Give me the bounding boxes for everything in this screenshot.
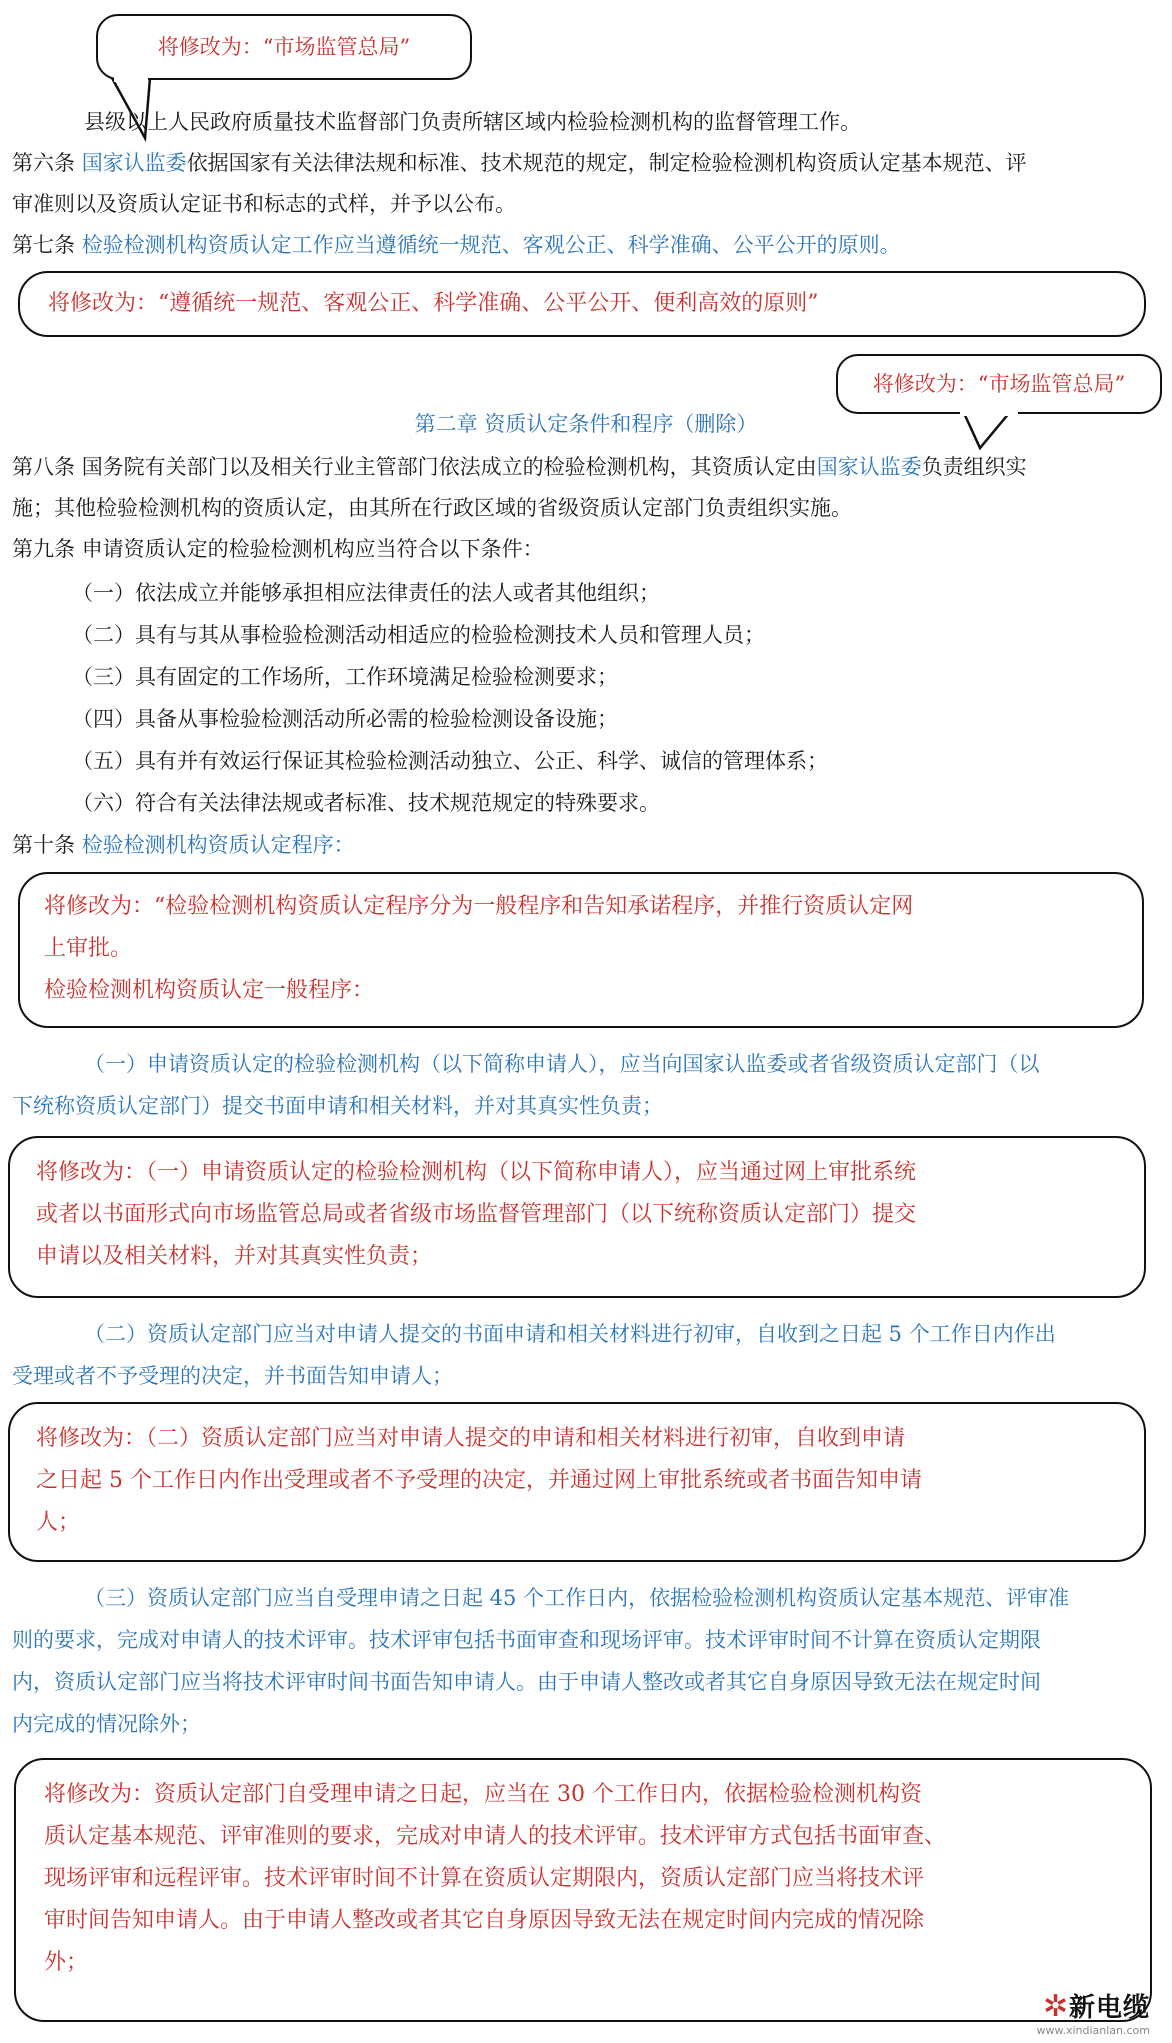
procedure-2: （二）资质认定部门应当对申请人提交的书面申请和相关材料进行初审，自收到之日起 5 个工作日内作出: [84, 1322, 1056, 1346]
logo-url: www.xindianlan.com: [1036, 2024, 1150, 2037]
revision-box-4-line: 之日起 5 个工作日内作出受理或者不予受理的决定，并通过网上审批系统或者书面告知申请: [36, 1468, 922, 1493]
article-9-label: 第九条: [12, 537, 75, 561]
logo-icon: ✲: [1042, 1989, 1069, 2024]
logo-name: 新电缆: [1068, 1993, 1150, 2023]
revision-box-1-text: 将修改为：“遵循统一规范、客观公正、科学准确、公平公开、便利高效的原则”: [48, 291, 819, 316]
callout-top-text: 将修改为：“市场监管总局”: [157, 35, 411, 59]
article-10-text: 检验检测机构资质认定程序：: [81, 833, 355, 857]
article-7-text: 检验检测机构资质认定工作应当遵循统一规范、客观公正、科学准确、公平公开的原则。: [81, 233, 901, 257]
callout-top-joint: [114, 74, 148, 82]
revision-box-3-line: 申请以及相关材料，并对其真实性负责；: [36, 1244, 433, 1269]
revision-box-5-line: 将修改为：资质认定部门自受理申请之日起，应当在 30 个工作日内，依据检验检测机构资: [44, 1782, 922, 1807]
site-watermark-logo: [1036, 1987, 1150, 2037]
revision-box-5-line: 现场评审和远程评审。技术评审时间不计算在资质认定期限内，资质认定部门应当将技术评: [44, 1866, 925, 1891]
article-6: [12, 143, 1160, 183]
article-6-label: 第六条: [12, 151, 75, 175]
procedure-2-cont: 受理或者不予受理的决定，并书面告知申请人；: [12, 1364, 453, 1388]
procedure-3-cont: 则的要求，完成对申请人的技术评审。技术评审包括书面审查和现场评审。技术评审时间不计算在资质认定期限: [12, 1628, 1041, 1652]
article-8: [12, 447, 1160, 487]
logo-mark: [1036, 1987, 1150, 2024]
revision-box-5: [14, 1758, 1152, 2022]
article-10-label: 第十条: [12, 833, 75, 857]
article-9: [12, 529, 1160, 569]
article-9-text: 申请资质认定的检验检测机构应当符合以下条件：: [81, 537, 544, 561]
revision-box-4-line: 将修改为：（二）资质认定部门应当对申请人提交的申请和相关材料进行初审，自收到申请: [36, 1426, 906, 1451]
revision-box-1: [18, 271, 1146, 337]
revision-box-5-line: 外；: [44, 1950, 89, 1975]
condition-item: （六）符合有关法律法规或者标准、技术规范规定的特殊要求。: [72, 791, 660, 815]
article-6-cont: 审准则以及资质认定证书和标志的式样，并予以公布。: [12, 192, 516, 216]
procedure-3-cont: 内完成的情况除外；: [12, 1712, 201, 1736]
procedure-1: （一）申请资质认定的检验检测机构（以下简称申请人），应当向国家认监委或者省级资质认定部门（以: [84, 1052, 1040, 1076]
callout-right-text: 将修改为：“市场监管总局”: [872, 372, 1126, 396]
article-8-label: 第八条: [12, 455, 75, 479]
article-8-cont: 施；其他检验检测机构的资质认定，由其所在行政区域的省级资质认定部门负责组织实施。: [12, 496, 852, 520]
chapter-2-title: 第二章 资质认定条件和程序（删除）: [414, 412, 758, 436]
revision-box-4-line: 人；: [36, 1510, 81, 1535]
procedure-1-cont: 下统称资质认定部门）提交书面申请和相关材料，并对其真实性负责；: [12, 1094, 663, 1118]
condition-item: （一）依法成立并能够承担相应法律责任的法人或者其他组织；: [72, 581, 660, 605]
article-8-text-2: 负责组织实: [921, 455, 1027, 479]
revision-box-5-line: 审时间告知申请人。由于申请人整改或者其它自身原因导致无法在规定时间内完成的情况除: [44, 1908, 925, 1933]
revision-box-2: [18, 872, 1144, 1028]
procedure-3-cont: 内，资质认定部门应当将技术评审时间书面告知申请人。由于申请人整改或者其它自身原因导致无法在规定时间: [12, 1670, 1041, 1694]
article-8-highlight: 国家认监委: [816, 455, 922, 479]
procedure-3: （三）资质认定部门应当自受理申请之日起 45 个工作日内，依据检验检测机构资质认定基本规范、评审准: [84, 1586, 1070, 1610]
article-6-text-1: 依据国家有关法律法规和标准、技术规范的规定，制定检验检测机构资质认定基本规范、评: [186, 151, 1027, 175]
condition-item: （五）具有并有效运行保证其检验检测活动独立、公正、科学、诚信的管理体系；: [72, 749, 828, 773]
para-county: 县级以上人民政府质量技术监督部门负责所辖区域内检验检测机构的监督管理工作。: [84, 110, 861, 134]
revision-box-2-line: 上审批。: [44, 936, 133, 961]
article-8-text-1: 国务院有关部门以及相关行业主管部门依法成立的检验检测机构，其资质认定由: [81, 455, 817, 479]
article-7-label: 第七条: [12, 233, 75, 257]
article-7: [12, 225, 1160, 265]
revision-box-2-line: 检验检测机构资质认定一般程序：: [44, 978, 375, 1003]
condition-item: （二）具有与其从事检验检测活动相适应的检验检测技术人员和管理人员；: [72, 623, 765, 647]
revision-box-5-line: 质认定基本规范、评审准则的要求，完成对申请人的技术评审。技术评审方式包括书面审查、: [44, 1824, 947, 1849]
revision-box-4: [8, 1402, 1146, 1562]
callout-top: [96, 14, 472, 80]
revision-box-3-line: 将修改为：（一）申请资质认定的检验检测机构（以下简称申请人），应当通过网上审批系统: [36, 1160, 917, 1185]
revision-box-3-line: 或者以书面形式向市场监管总局或者省级市场监督管理部门（以下统称资质认定部门）提交: [36, 1202, 917, 1227]
condition-item: （四）具备从事检验检测活动所必需的检验检测设备设施；: [72, 707, 618, 731]
revision-box-2-line: 将修改为：“检验检测机构资质认定程序分为一般程序和告知承诺程序，并推行资质认定网: [44, 894, 914, 919]
condition-item: （三）具有固定的工作场所，工作环境满足检验检测要求；: [72, 665, 618, 689]
article-10: [12, 825, 1160, 865]
article-6-highlight: 国家认监委: [81, 151, 187, 175]
revision-box-3: [8, 1136, 1146, 1298]
